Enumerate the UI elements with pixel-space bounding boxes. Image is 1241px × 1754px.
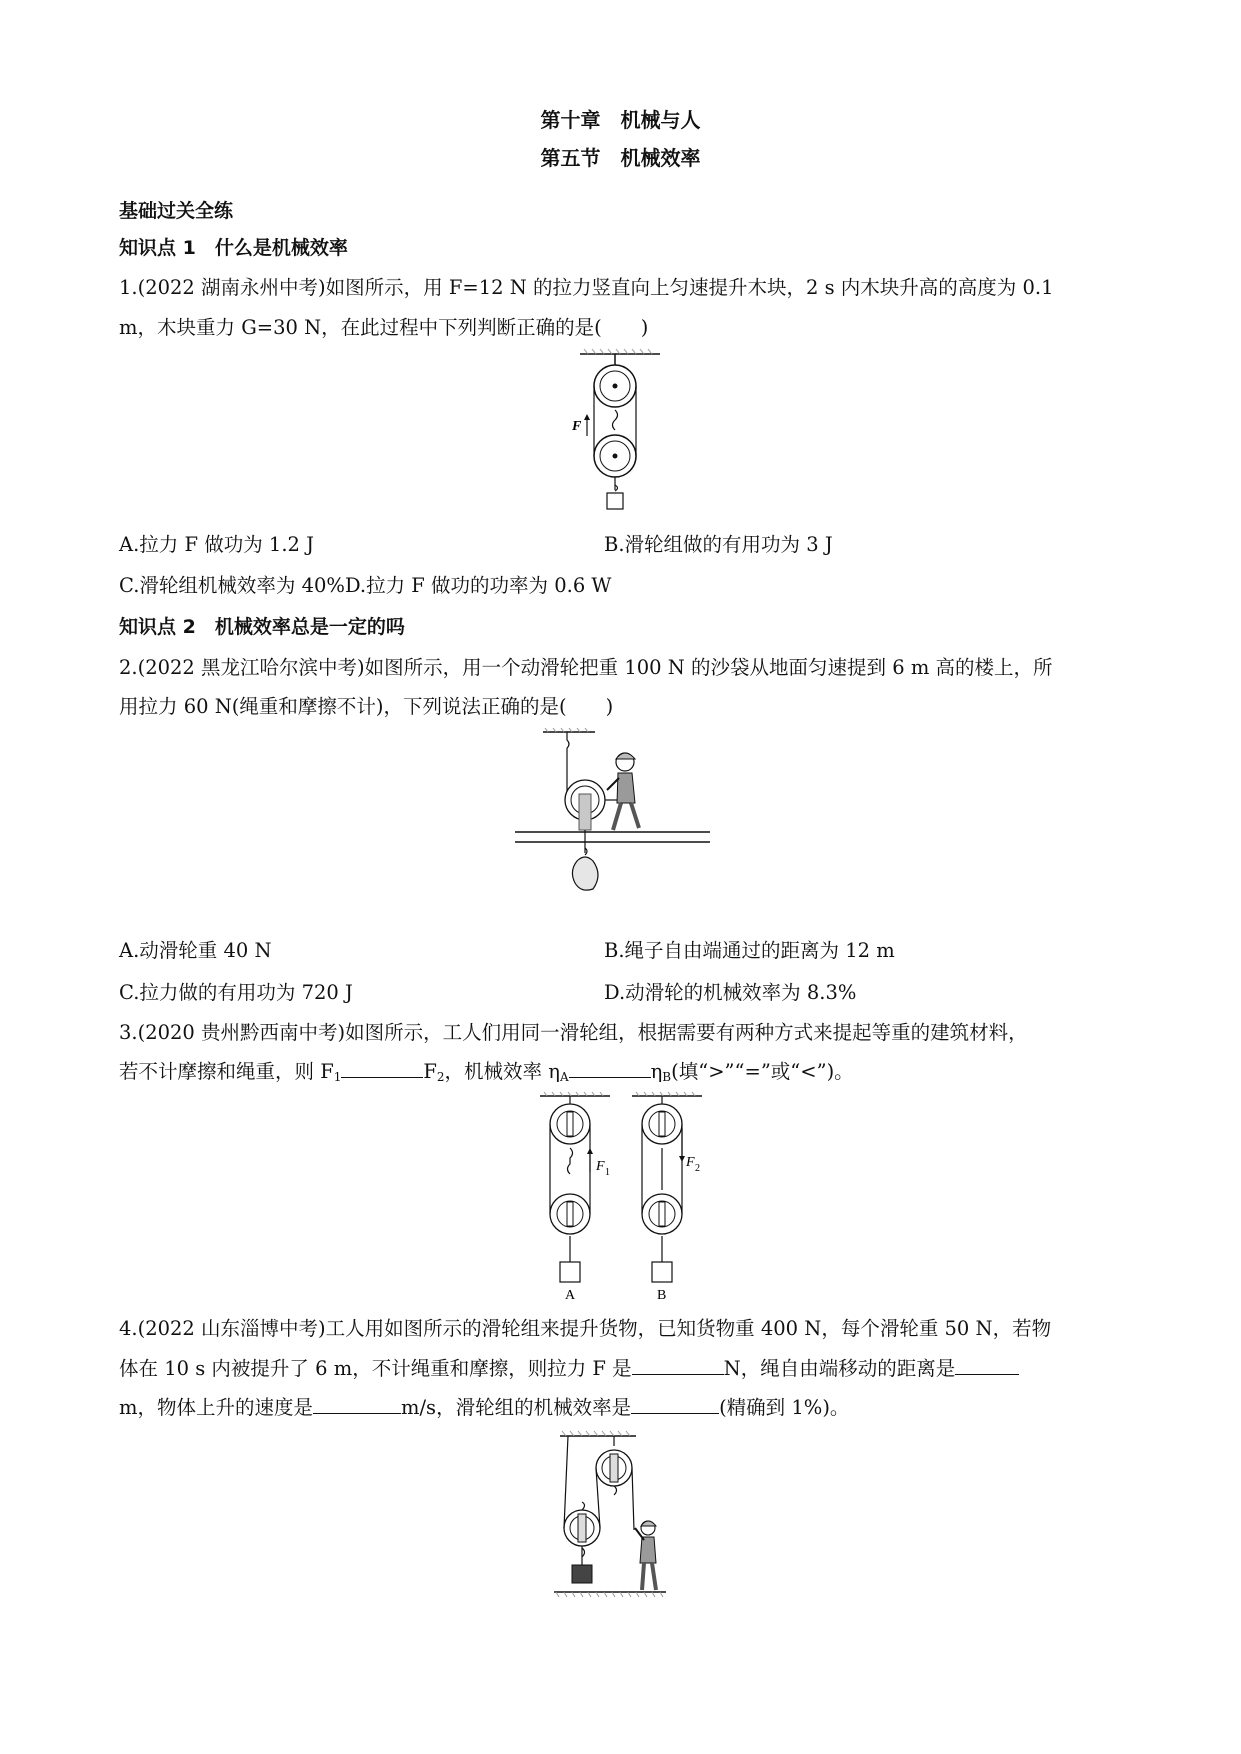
q3-figure-b-label: B (657, 1288, 667, 1302)
q4-line1: 4.(2022 山东淄博中考)工人用如图所示的滑轮组来提升货物，已知货物重 400 N，每个滑轮重 50 N，若物 (119, 1317, 1052, 1340)
q3-force-f1-sub: 1 (605, 1167, 610, 1178)
q4-blank-distance[interactable] (955, 1354, 1019, 1375)
q4-blank-force[interactable] (632, 1354, 724, 1375)
q3-line2: 若不计摩擦和绳重，则 $F_1$ $F_2$，机械效率 $\eta_A$ $\eta_B$(填“>”“=”或“<”)。 (119, 1057, 854, 1087)
q3-pulley-figures (540, 1092, 710, 1302)
q4-blank-efficiency[interactable] (631, 1393, 719, 1414)
q2-line2: 用拉力 60 N(绳重和摩擦不计)，下列说法正确的是( ) (119, 695, 614, 718)
chapter-title: 第十章 机械与人 (540, 108, 701, 132)
q3-force-f2-sub: 2 (695, 1163, 700, 1174)
q2-worker-pulley-figure (515, 728, 710, 898)
q1-option-a: A.拉力 F 做功为 1.2 J (119, 533, 314, 556)
q1-line2: m，木块重力 G=30 N，在此过程中下列判断正确的是( ) (119, 316, 649, 339)
q2-line1: 2.(2022 黑龙江哈尔滨中考)如图所示，用一个动滑轮把重 100 N 的沙袋从地面匀速提到 6 m 高的楼上，所 (119, 656, 1053, 679)
q1-force-label: F (572, 419, 582, 434)
q2-option-c: C.拉力做的有用功为 720 J (119, 981, 353, 1004)
q3-line1: 3.(2020 贵州黔西南中考)如图所示，工人们用同一滑轮组，根据需要有两种方式来提起等重的建筑材料， (119, 1021, 1028, 1044)
q3-force-f1-label: F (596, 1159, 605, 1174)
q4-pulley-worker-figure (550, 1430, 670, 1620)
q3-blank-1[interactable] (341, 1057, 423, 1078)
q3-figure-a-label: A (565, 1288, 576, 1302)
q1-line1: 1.(2022 湖南永州中考)如图所示，用 F=12 N 的拉力竖直向上匀速提升木块，2 s 内木块升高的高度为 0.1 (119, 276, 1054, 299)
q3-blank-2[interactable] (569, 1057, 651, 1078)
practice-heading: 基础过关全练 (119, 200, 234, 222)
q3-force-f2-label: F (686, 1155, 695, 1170)
q2-option-d: D.动滑轮的机械效率为 8.3% (604, 981, 857, 1004)
knowledge-point-1: 知识点 1 什么是机械效率 (119, 237, 348, 259)
q1-option-cd: C.滑轮组机械效率为 40%D.拉力 F 做功的功率为 0.6 W (119, 574, 612, 597)
section-title: 第五节 机械效率 (540, 146, 701, 170)
knowledge-point-2: 知识点 2 机械效率总是一定的吗 (119, 616, 405, 638)
q4-line2: 体在 10 s 内被提升了 6 m，不计绳重和摩擦，则拉力 F 是 N，绳自由端移动的距离是 (119, 1354, 1019, 1384)
q2-option-b: B.绳子自由端通过的距离为 12 m (604, 939, 895, 962)
q1-option-b: B.滑轮组做的有用功为 3 J (604, 533, 833, 556)
q4-blank-speed[interactable] (313, 1393, 401, 1414)
q4-line3: m，物体上升的速度是 m/s，滑轮组的机械效率是 (精确到 1%)。 (119, 1393, 849, 1423)
q2-option-a: A.动滑轮重 40 N (119, 939, 272, 962)
q1-pulley-figure (570, 348, 670, 518)
